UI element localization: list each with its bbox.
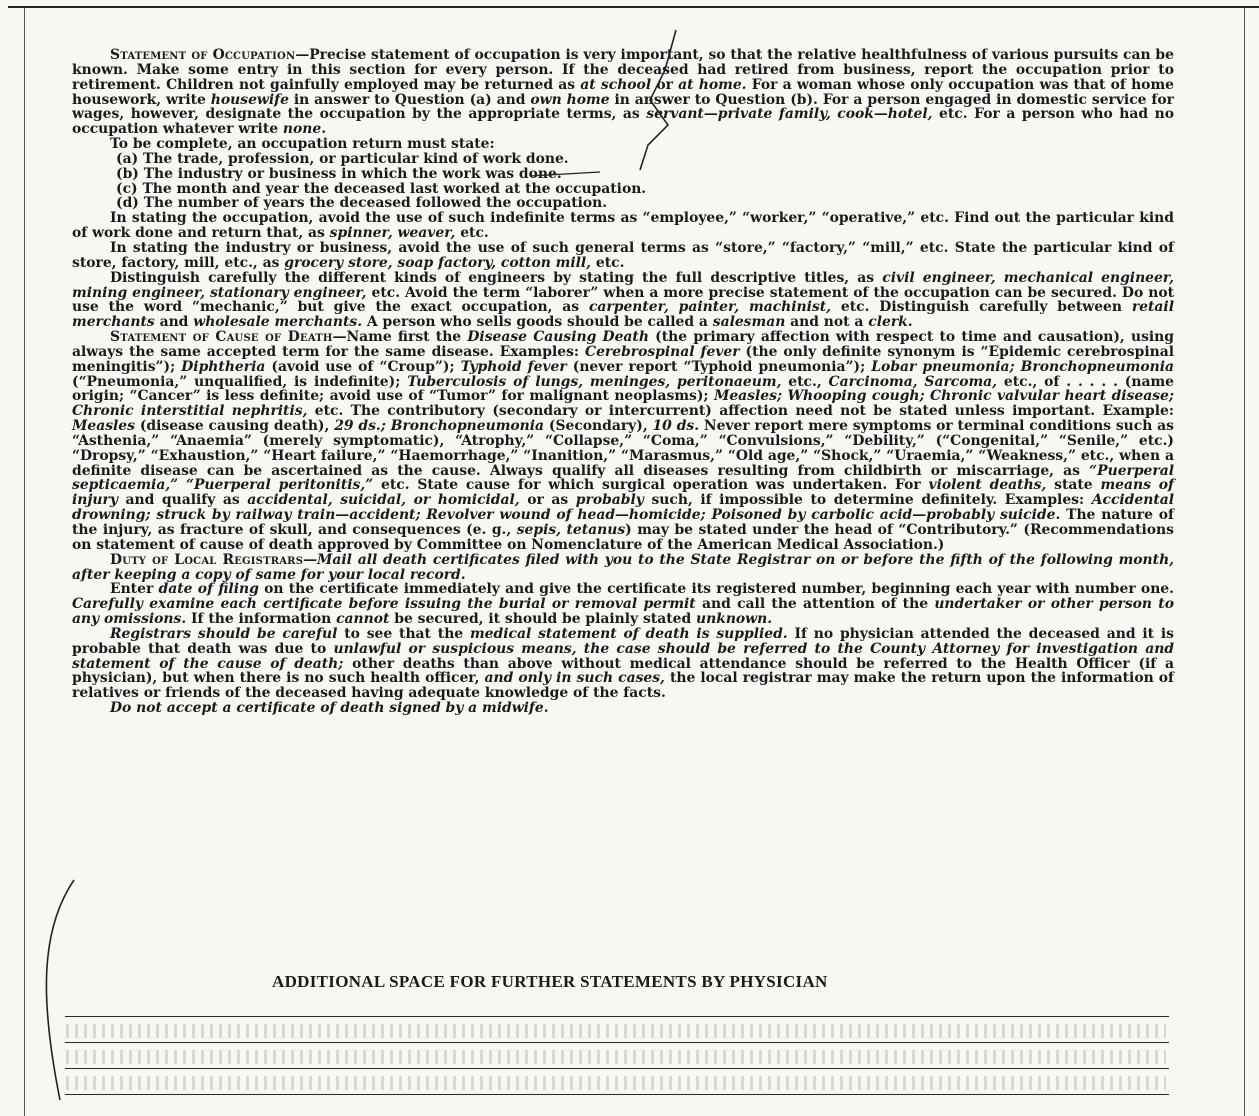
- cause-text-2: (the primary affection with respect to time and causation), using always the same accepted term for the same disease. Examples:: [72, 329, 1174, 360]
- cause-text-11: (Secondary),: [544, 418, 653, 435]
- cause-text-7: etc.,: [781, 373, 829, 390]
- careful-text-3: other deaths than above without medical attendance should be referred to the Health Officer (if a physician), but when there is no such health officer,: [72, 655, 1175, 687]
- registrars-heading: Duty of Local Registrars: [110, 551, 304, 568]
- term-disease-causing-death: Disease Causing Death: [467, 329, 649, 346]
- statement-line-1[interactable]: [65, 1016, 1169, 1017]
- occupation-text-4: in answer to Question (b). For a person engaged in domestic service for wages, however, designate the occupation by the appropriate terms, as: [72, 91, 1174, 123]
- term-clerk: clerk.: [868, 314, 913, 331]
- term-accidental: accidental, suicidal, or homicidal,: [247, 492, 520, 509]
- cause-text-1: —Name first the: [332, 329, 468, 346]
- term-carcinoma: Carcinoma, Sarcoma,: [828, 373, 998, 390]
- term-typhoid: Typhoid fever: [460, 358, 567, 375]
- cause-text-3: (the only definite synonym is “Epidemic cerebrospinal meningitis”);: [72, 343, 1174, 375]
- cause-text-15: and qualify as: [117, 492, 248, 509]
- cause-text-16: or as: [519, 492, 576, 509]
- instructions-text: [72, 48, 1174, 716]
- term-trades: carpenter, painter, machinist,: [588, 299, 831, 316]
- term-cerebrospinal: Cerebrospinal fever: [585, 343, 740, 360]
- terms-text-2-end: etc.: [591, 254, 625, 271]
- top-border: [8, 6, 1259, 8]
- term-tuberculosis: Tuberculosis of lungs, meninges, peritonaeum,: [407, 373, 782, 390]
- term-servant: servant—private family, cook—hotel,: [646, 106, 933, 123]
- cause-text-4: (avoid use of “Croup”);: [265, 358, 461, 375]
- term-examine: Carefully examine each certificate before issuing the burial or removal permit: [72, 596, 696, 613]
- term-undertaker: undertaker or other person to any omissions.: [72, 596, 1174, 628]
- registrars-text-1: —Mail all death certificates filed with you to the State Registrar on or before the fifth of the following month, after keeping a copy of same for your local record.: [72, 551, 1174, 583]
- term-example-days: 10 ds.: [652, 418, 700, 435]
- term-careful: Registrars should be careful: [110, 625, 338, 642]
- term-own-home: own home: [530, 91, 610, 108]
- term-engineer-titles: civil engineer, mechanical engineer, mining engineer, stationary engineer,: [72, 269, 1174, 301]
- complete-intro: To be complete, an occupation return must state:: [110, 136, 495, 153]
- term-spinner-weaver: spinner, weaver,: [329, 225, 456, 242]
- cause-text-12: Never report mere symptoms or terminal conditions such as “Asthenia,” “Anaemia” (merely symptomatic), “Atrophy,” “Collapse,” “Coma,” “Convulsions,” “Debility,” (“Congenital,” “Senile,” etc.) “Dropsy,” “Exhaustion,” “Heart failure,” “Haemorrhage,” “Inanition,” “Marasmus,” “Old age,” “Shock,” “Uraemia,” “Weakness,” etc., when a definite disease can be ascertained as the cause. Always qualify all diseases resulting from childbirth or miscarriage, as: [72, 418, 1174, 479]
- term-at-school: at school: [580, 76, 652, 93]
- term-none: none.: [282, 121, 327, 138]
- term-store-examples: grocery store, soap factory, cotton mill,: [284, 254, 592, 271]
- engineers-text-4: A person who sells goods should be called a: [362, 314, 713, 331]
- term-means-injury: means of injury: [72, 477, 1174, 509]
- cause-paragraph: [72, 330, 1174, 553]
- term-salesman: salesman: [712, 314, 786, 331]
- occupation-text-3: in answer to Question (a) and: [288, 91, 531, 108]
- text-not-a: and not a: [785, 314, 869, 331]
- cause-text-17: such, if impossible to determine definitely. Examples:: [643, 492, 1092, 509]
- cause-text-19: ) may be stated under the head of “Contributory.” (Recommendations on statement of cause of death approved by Committee on Nomenclature of the American Medical Association.): [72, 522, 1174, 553]
- occupation-text-5: etc. For a person who had no occupation whatever write: [72, 106, 1174, 138]
- occupation-item-a: (a) The trade, profession, or particular kind of work done.: [116, 150, 569, 167]
- term-violent: violent deaths,: [928, 477, 1047, 494]
- term-date-filing: date of filing: [158, 581, 259, 598]
- term-example-broncho: 29 ds.; Bronchopneumonia: [334, 418, 545, 435]
- engineers-text-3: etc. Distinguish carefully between: [831, 299, 1132, 316]
- occupation-item-d: (d) The number of years the deceased followed the occupation.: [116, 195, 608, 212]
- cause-text-6: (“Pneumonia,” unqualified, is indefinite);: [72, 373, 408, 390]
- occupation-text-2: For a woman whose only occupation was that of home housework, write: [72, 76, 1174, 108]
- term-sepsis: sepis, tetanus: [516, 522, 626, 538]
- text-or: or: [651, 76, 679, 93]
- print-bleed-3: [66, 1076, 1166, 1090]
- cause-text-8: etc., of . . . . . (name origin; “Cancer” is less definite; avoid use of “Tumor” for malignant neoplasms);: [72, 373, 1174, 405]
- filing-text-4: If the information: [186, 611, 337, 628]
- cause-text-5: (never report “Typhoid pneumonia”);: [566, 358, 872, 375]
- occupation-text: —Precise statement of occupation is very important, so that the relative healthfulness of various pursuits can be known. Make some entry in this section for every person. If the deceased had retired from business, report the occupation prior to retirement. Children not gainfully employed may be returned as: [72, 47, 1174, 93]
- terms-text-1-end: etc.: [455, 225, 489, 242]
- term-retail: retail merchants: [72, 299, 1174, 331]
- midwife-paragraph: [72, 701, 1174, 716]
- statement-line-3[interactable]: [65, 1068, 1169, 1069]
- print-bleed-1: [66, 1024, 1166, 1038]
- occupation-item-c: (c) The month and year the deceased last worked at the occupation.: [116, 180, 647, 197]
- term-probably: probably: [575, 492, 644, 509]
- term-measles-list: Measles; Whooping cough; Chronic valvular heart disease; Chronic interstitial nephritis,: [72, 388, 1174, 420]
- engineers-paragraph: [72, 271, 1174, 330]
- cause-text-9: etc. The contributory (secondary or intercurrent) affection need not be stated unless important. Example:: [307, 403, 1174, 420]
- terms-text-1: In stating the occupation, avoid the use of such indefinite terms as “employee,” “worker,” “operative,” etc. Find out the particular kind of work done and return that, as: [72, 210, 1174, 242]
- careful-text-2: If no physician attended the deceased and it is probable that death was due to: [72, 625, 1174, 657]
- careful-text-1: to see that the: [337, 625, 470, 642]
- right-border: [1244, 8, 1245, 1116]
- careful-paragraph: [72, 627, 1174, 701]
- filing-text-2: on the certificate immediately and give the certificate its registered number, beginning each year with number one.: [258, 581, 1174, 598]
- registrars-paragraph: [72, 553, 1174, 583]
- cause-text-13: etc. State cause for which surgical operation was undertaken. For: [373, 477, 929, 494]
- occupation-heading: Statement of Occupation: [110, 47, 296, 63]
- filing-text-3: and call the attention of the: [695, 596, 935, 613]
- cause-text-10: (disease causing death),: [134, 418, 335, 435]
- filing-text-5: be secured, it should be plainly stated: [389, 611, 696, 628]
- occupation-item-b: (b) The industry or business in which the work was done.: [116, 165, 562, 182]
- cause-heading: Statement of Cause of Death: [110, 329, 333, 346]
- pen-stroke-left: [46, 880, 74, 1100]
- term-wholesale: wholesale merchants.: [193, 314, 363, 331]
- print-bleed-2: [66, 1050, 1166, 1064]
- term-midwife: Do not accept a certificate of death signed by a midwife.: [110, 700, 549, 717]
- term-cannot: cannot: [336, 611, 390, 628]
- engineers-text-1: Distinguish carefully the different kinds of engineers by stating the full descriptive titles, as: [110, 269, 883, 286]
- filing-text-1: Enter: [110, 581, 159, 598]
- statement-line-4[interactable]: [65, 1094, 1169, 1095]
- term-lobar: Lobar pneumonia; Bronchopneumonia: [871, 358, 1174, 375]
- industry-terms-paragraph: [72, 241, 1174, 271]
- occupation-paragraph: [72, 48, 1174, 137]
- left-border: [24, 8, 25, 1116]
- term-at-home: at home.: [678, 76, 747, 93]
- cause-text-14: state: [1046, 477, 1101, 494]
- term-example-measles: Measles: [72, 418, 135, 435]
- statement-line-2[interactable]: [65, 1042, 1169, 1043]
- cause-text-18: The nature of the injury, as fracture of skull, and consequences (e. g.,: [72, 507, 1174, 538]
- term-diphtheria: Diphtheria: [181, 358, 266, 375]
- term-medical-statement: medical statement of death is supplied.: [469, 625, 788, 642]
- term-housewife: housewife: [210, 91, 289, 108]
- engineers-text-2: etc. Avoid the term “laborer” when a more precise statement of the occupation can be secured. Do not use the word “mechanic,” but give the exact occupation, as: [72, 284, 1174, 316]
- indefinite-terms-paragraph: [72, 211, 1174, 241]
- filing-paragraph: [72, 582, 1174, 627]
- term-injury-examples: Accidental drowning; struck by railway train—accident; Revolver wound of head—homicide; Poisoned by carbolic acid—probably suicide.: [72, 492, 1175, 524]
- term-unknown: unknown.: [696, 611, 773, 628]
- text-and: and: [154, 314, 194, 331]
- terms-text-2: In stating the industry or business, avoid the use of such general terms as “store,” “factory,” “mill,” etc. State the particular kind of store, factory, mill, etc., as: [72, 239, 1174, 271]
- term-unlawful: unlawful or suspicious means, the case should be referred to the County Attorney for investigation and statement of the cause of death;: [72, 640, 1175, 672]
- careful-text-4: the local registrar may make the return upon the information of relatives or friends of the deceased having adequate knowledge of the facts.: [72, 670, 1174, 702]
- term-puerperal: “Puerperal septicaemia,” “Puerperal peritonitis,”: [72, 462, 1174, 494]
- additional-space-heading: ADDITIONAL SPACE FOR FURTHER STATEMENTS BY PHYSICIAN: [272, 972, 828, 991]
- term-only-such: and only in such cases,: [484, 670, 665, 687]
